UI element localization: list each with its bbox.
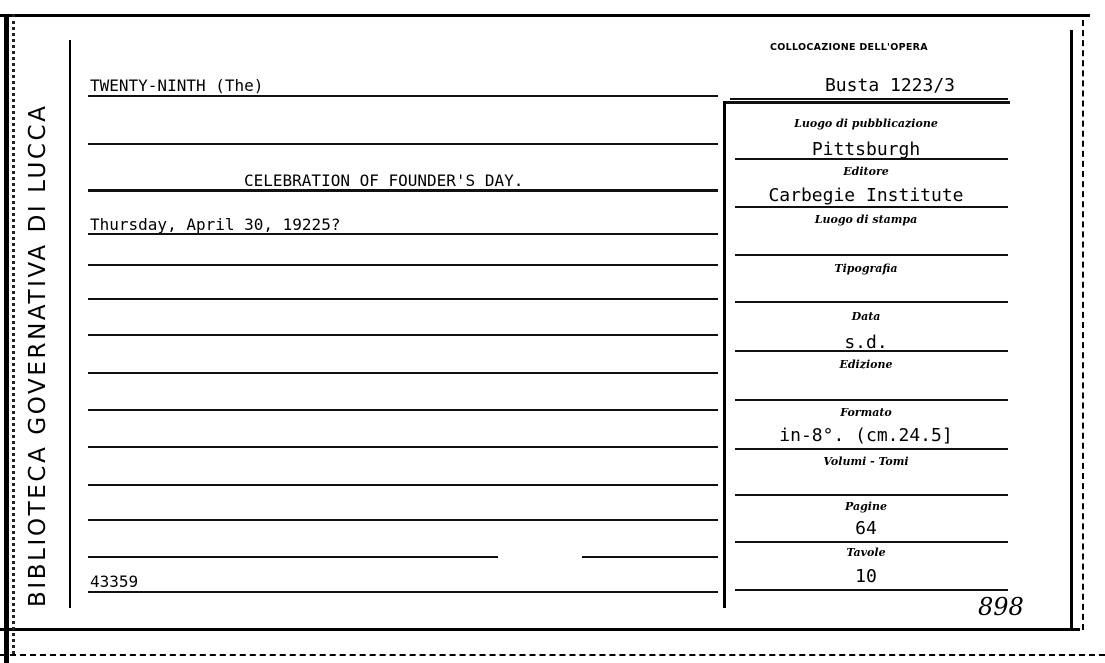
ruled-line [735,301,1008,303]
ruled-line [88,372,718,374]
value-publisher: Carbegie Institute [768,185,964,206]
ruled-line [88,591,718,593]
value-format: in-8°. (cm.24.5] [779,425,953,446]
label-place-of-printing: Luogo di stampa [814,213,918,226]
label-edition: Edizione [839,358,893,371]
ruled-line [735,206,1008,208]
column-top-rule [723,101,1010,104]
label-place-of-publication: Luogo di pubblicazione [794,117,938,130]
label-publisher: Editore [843,165,889,178]
handwritten-note: 898 [978,593,1024,621]
record-subtitle: CELEBRATION OF FOUNDER'S DAY. [244,171,524,190]
label-printer: Tipografia [834,262,898,275]
ruled-line [735,158,1008,160]
label-format: Formato [840,406,892,419]
card-edge-right [1082,20,1084,630]
inventory-number: 43359 [90,572,139,591]
card-border-top [0,14,1090,17]
ruled-line [735,589,1008,591]
card-border-bottom [0,628,1080,631]
ruled-line [88,264,718,266]
shelfmark-header: COLLOCAZIONE DELL'OPERA [770,42,928,53]
ruled-line [735,448,1008,450]
value-place-of-publication: Pittsburgh [811,139,921,160]
ruled-line [735,254,1008,256]
margin-rule [69,40,71,608]
ruled-line [88,519,718,521]
value-plates: 10 [855,566,877,587]
ruled-line [735,399,1008,401]
library-name-vertical: BIBLIOTECA GOVERNATIVA DI LUCCA [25,103,51,607]
ruled-line [88,484,718,486]
ruled-line [730,98,1008,100]
shelfmark-value: Busta 1223/3 [824,75,956,96]
ruled-line [735,350,1008,352]
label-volumes: Volumi - Tomi [823,455,909,468]
card-edge-left [12,14,15,654]
record-date-line: Thursday, April 30, 19225? [90,215,341,234]
ruled-line [735,494,1008,496]
value-pages: 64 [855,518,877,539]
label-date: Data [851,310,881,323]
ruled-line [88,409,718,411]
ruled-line [88,95,718,97]
card-border-left [4,14,9,663]
card-border-right [1070,30,1073,630]
ruled-line [88,334,718,336]
ruled-line [735,541,1008,543]
card-edge-bottom [0,654,1105,656]
ruled-line [88,556,498,558]
label-pages: Pagine [845,500,887,513]
value-date: s.d. [844,332,888,353]
ruled-line [582,556,718,558]
ruled-line [88,298,718,300]
record-title: TWENTY-NINTH (The) [90,76,264,95]
ruled-line [88,143,718,145]
ruled-line [88,446,718,448]
label-plates: Tavole [846,546,886,559]
